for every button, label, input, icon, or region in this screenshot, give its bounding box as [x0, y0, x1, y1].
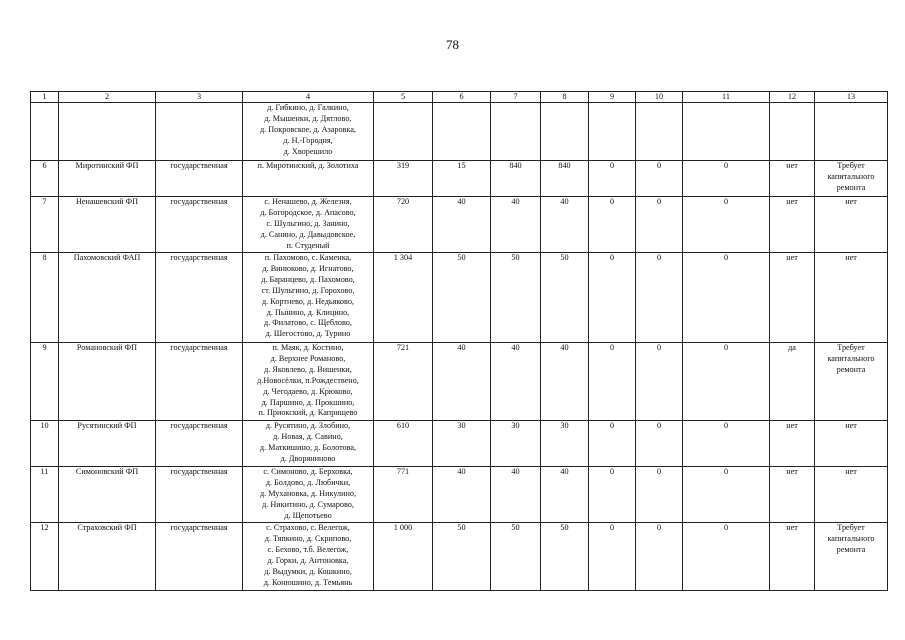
cell-col9: 0: [589, 161, 636, 197]
cell-col5: 721: [374, 343, 433, 421]
cell-name: [59, 103, 156, 161]
cell-address: с. Страхово, с. Велегож, д. Тяпкино, д. Скрипово, с. Бехово, т.б. Велегож, д. Горки, д. Антоновка, д. Выдумки, д. Кошкино, д. Конюшино, д. Темьянь: [243, 523, 374, 591]
cell-col6: 15: [433, 161, 491, 197]
table-row: [31, 253, 888, 343]
cell-col12: нет: [770, 523, 815, 591]
cell-name: Симоновский ФП: [59, 467, 156, 523]
cell-number: 12: [31, 523, 59, 591]
cell-col12: [770, 103, 815, 161]
table-row: [31, 523, 888, 591]
cell-address: п. Пахомово, с. Каменка, д. Винюково, д. Игнатово, д. Баранцево, д. Пахомово, ст. Шульгино, д. Горохово, д. Кортнево, д. Недьяково, д. Пынино, д. Клицино, д. Филатово, с. Щеблово, д. Шегостово, д. Турино: [243, 253, 374, 343]
table-row: [31, 343, 888, 421]
cell-col10: 0: [636, 161, 683, 197]
cell-col12: нет: [770, 253, 815, 343]
cell-col11: 0: [683, 421, 770, 467]
cell-col7: 50: [491, 523, 541, 591]
column-header: 4: [243, 92, 374, 103]
cell-col12: да: [770, 343, 815, 421]
cell-col13: нет: [815, 421, 888, 467]
cell-col11: 0: [683, 161, 770, 197]
cell-type: государственная: [156, 467, 243, 523]
cell-address: с. Ненашево, д. Железня, д. Богородское, д. Апасово, с. Шульгино, д. Занино, д. Санино, д. Давыдовское, п. Студеный: [243, 197, 374, 253]
cell-col7: 40: [491, 467, 541, 523]
cell-col5: 1 304: [374, 253, 433, 343]
column-header: 7: [491, 92, 541, 103]
cell-address: с. Симоново, д. Берховка, д. Болдово, д. Любички, д. Мухановка, д. Никулино, д. Никитино, д. Сумарово, д. Щепотьево: [243, 467, 374, 523]
cell-col9: 0: [589, 421, 636, 467]
cell-name: Страховский ФП: [59, 523, 156, 591]
column-header: 3: [156, 92, 243, 103]
cell-number: [31, 103, 59, 161]
cell-col5: 319: [374, 161, 433, 197]
cell-col5: [374, 103, 433, 161]
cell-name: Пахомовский ФАП: [59, 253, 156, 343]
cell-col8: 840: [541, 161, 589, 197]
cell-col13: нет: [815, 253, 888, 343]
cell-col10: 0: [636, 253, 683, 343]
column-header: 6: [433, 92, 491, 103]
cell-name: Миротинский ФП: [59, 161, 156, 197]
cell-number: 7: [31, 197, 59, 253]
cell-col9: 0: [589, 467, 636, 523]
cell-col10: 0: [636, 421, 683, 467]
cell-col13: нет: [815, 197, 888, 253]
cell-col13: Требует капитального ремонта: [815, 523, 888, 591]
cell-col7: 40: [491, 197, 541, 253]
cell-col6: 40: [433, 467, 491, 523]
cell-col11: 0: [683, 467, 770, 523]
table-row: [31, 197, 888, 253]
cell-col11: 0: [683, 253, 770, 343]
header-row: [31, 92, 888, 103]
cell-address: п. Маяк, д. Костино, д. Верхнее Романово, д. Яковлево, д. Вишенки, д.Новосёлки, п.Рождествено, д. Чегодаево, д. Крюково, д. Паршино, д. Прокшино, п. Приокский, д. Каприщево: [243, 343, 374, 421]
cell-type: государственная: [156, 253, 243, 343]
cell-col8: 50: [541, 253, 589, 343]
cell-col10: [636, 103, 683, 161]
cell-address: п. Миротинский, д. Золотиха: [243, 161, 374, 197]
cell-type: государственная: [156, 523, 243, 591]
cell-col8: 40: [541, 197, 589, 253]
cell-col13: Требует капитального ремонта: [815, 161, 888, 197]
cell-type: государственная: [156, 421, 243, 467]
cell-col6: 40: [433, 343, 491, 421]
cell-col8: 40: [541, 467, 589, 523]
cell-col5: 610: [374, 421, 433, 467]
cell-type: государственная: [156, 343, 243, 421]
cell-col11: 0: [683, 523, 770, 591]
column-header: 10: [636, 92, 683, 103]
cell-col9: 0: [589, 343, 636, 421]
cell-col13: Требует капитального ремонта: [815, 343, 888, 421]
cell-col7: 840: [491, 161, 541, 197]
cell-col7: 50: [491, 253, 541, 343]
cell-name: Романовский ФП: [59, 343, 156, 421]
cell-col12: нет: [770, 467, 815, 523]
cell-number: 9: [31, 343, 59, 421]
table-row: [31, 161, 888, 197]
cell-col9: 0: [589, 253, 636, 343]
column-header: 9: [589, 92, 636, 103]
cell-col11: [683, 103, 770, 161]
cell-col6: 50: [433, 523, 491, 591]
cell-col5: 720: [374, 197, 433, 253]
cell-col5: 1 000: [374, 523, 433, 591]
cell-col13: [815, 103, 888, 161]
cell-type: государственная: [156, 197, 243, 253]
cell-col8: 50: [541, 523, 589, 591]
cell-col8: 40: [541, 343, 589, 421]
cell-number: 8: [31, 253, 59, 343]
cell-col10: 0: [636, 197, 683, 253]
cell-address: д. Русятино, д. Злобино, д. Новая, д. Савино, д. Маткишино, д. Болотова, д. Дворяниново: [243, 421, 374, 467]
cell-col11: 0: [683, 197, 770, 253]
cell-name: Ненашевский ФП: [59, 197, 156, 253]
cell-number: 10: [31, 421, 59, 467]
cell-col9: 0: [589, 197, 636, 253]
column-header: 8: [541, 92, 589, 103]
column-header: 2: [59, 92, 156, 103]
facilities-table: [30, 91, 888, 591]
cell-name: Русятинский ФП: [59, 421, 156, 467]
cell-col12: нет: [770, 161, 815, 197]
cell-col13: нет: [815, 467, 888, 523]
cell-col11: 0: [683, 343, 770, 421]
column-header: 5: [374, 92, 433, 103]
cell-col12: нет: [770, 421, 815, 467]
column-header: 11: [683, 92, 770, 103]
cell-col5: 771: [374, 467, 433, 523]
cell-col8: [541, 103, 589, 161]
table-row: [31, 103, 888, 161]
cell-col6: 40: [433, 197, 491, 253]
cell-number: 6: [31, 161, 59, 197]
cell-type: [156, 103, 243, 161]
page-number: 78: [446, 37, 459, 52]
cell-col10: 0: [636, 467, 683, 523]
cell-col9: [589, 103, 636, 161]
column-header: 13: [815, 92, 888, 103]
cell-col10: 0: [636, 343, 683, 421]
column-header: 1: [31, 92, 59, 103]
cell-col12: нет: [770, 197, 815, 253]
cell-col6: [433, 103, 491, 161]
cell-col6: 30: [433, 421, 491, 467]
cell-col10: 0: [636, 523, 683, 591]
cell-col7: 30: [491, 421, 541, 467]
cell-col7: [491, 103, 541, 161]
cell-col9: 0: [589, 523, 636, 591]
table-row: [31, 421, 888, 467]
cell-col6: 50: [433, 253, 491, 343]
cell-col8: 30: [541, 421, 589, 467]
cell-number: 11: [31, 467, 59, 523]
column-header: 12: [770, 92, 815, 103]
cell-address: д. Гибкино, д. Галкино, д. Мышенки, д. Дятлово, д. Покровское, д. Азаровка, д. Н.-Городня, д. Хворешило: [243, 103, 374, 161]
cell-type: государственная: [156, 161, 243, 197]
table-row: [31, 467, 888, 523]
cell-col7: 40: [491, 343, 541, 421]
